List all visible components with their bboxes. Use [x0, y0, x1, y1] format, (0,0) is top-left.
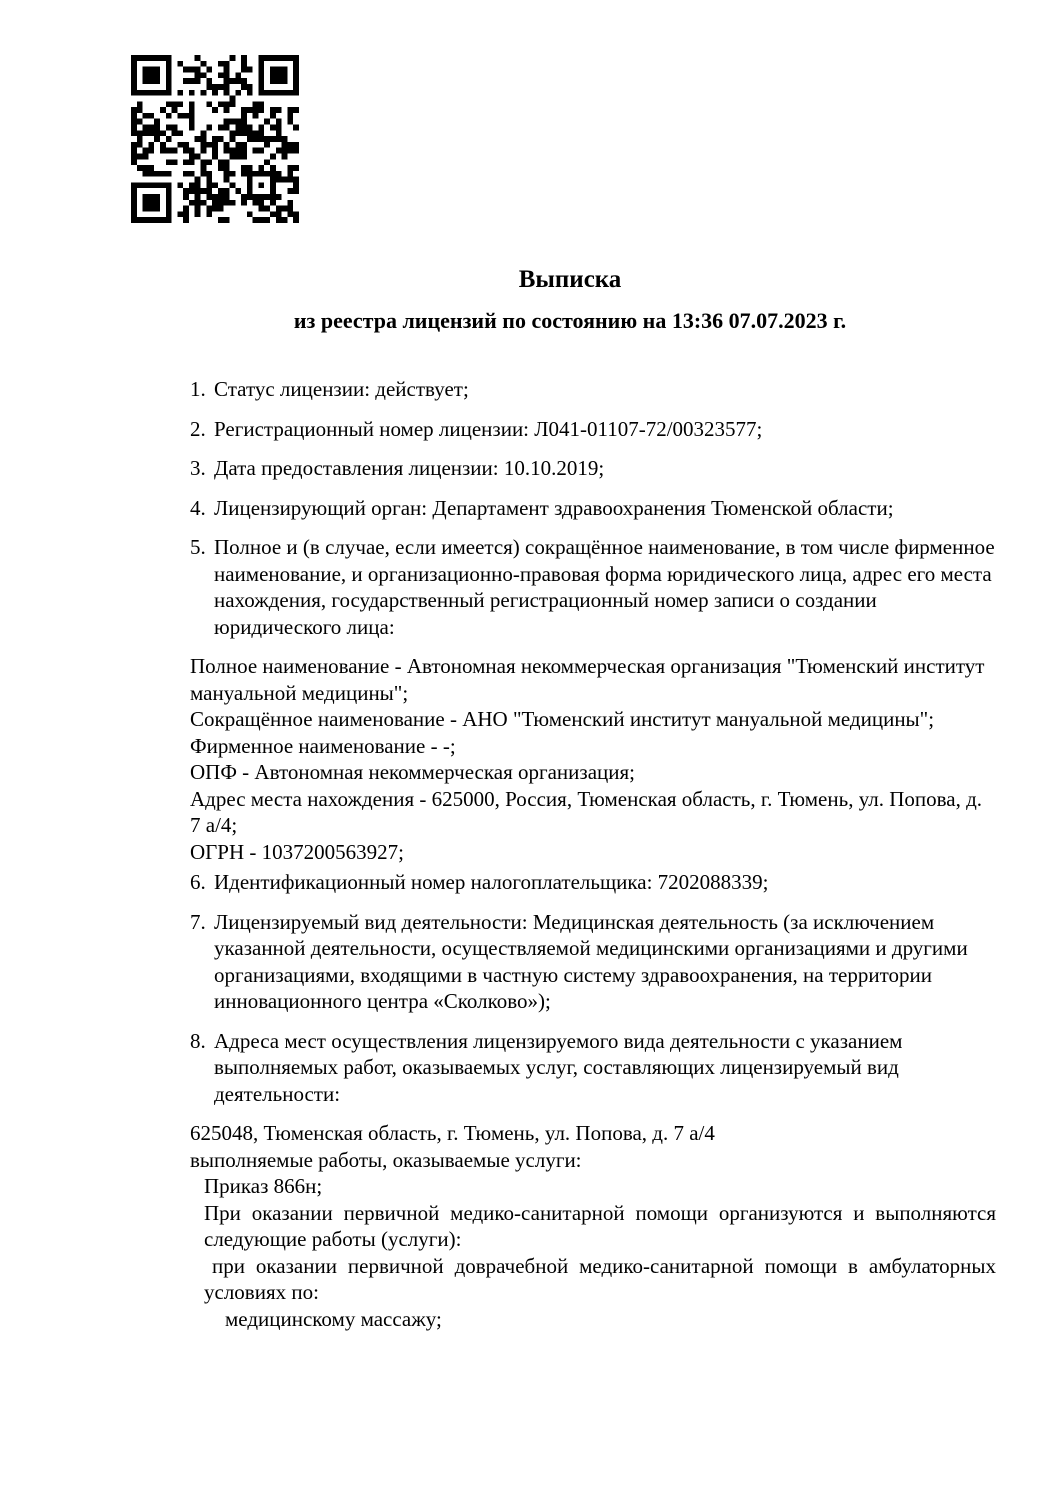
item-text: Идентификационный номер налогоплательщика: 7202088339;: [214, 870, 769, 894]
org-address: Адрес места нахождения - 625000, Россия, Тюменская область, г. Тюмень, ул. Попова, д.: [190, 786, 983, 811]
list-line: [190, 534, 1010, 561]
item-number: 8.: [190, 1028, 206, 1053]
primary-care-paragraph: При оказании первичной медико-санитарной помощи организуются и выполняются: [204, 1200, 996, 1225]
list-item-1-status: [190, 376, 1010, 403]
org-brand-name: Фирменное наименование - -;: [190, 733, 456, 758]
item-text: Адреса мест осуществления лицензируемого вида деятельности с указанием: [214, 1028, 903, 1053]
org-short-name: Сокращённое наименование - АНО "Тюменский институт мануальной медицины";: [190, 707, 935, 731]
activity-address-section: [190, 1120, 1010, 1332]
item-number: 2.: [190, 416, 206, 441]
list-line: нахождения, государственный регистрационный номер записи о создании: [214, 588, 877, 612]
list-line: указанной деятельности, осуществляемой медицинскими организациями и другими: [214, 936, 968, 960]
org-full-name-cont: мануальной медицины";: [190, 680, 409, 705]
document-content: [130, 0, 1010, 1332]
item-text: Статус лицензии: действует;: [214, 377, 469, 401]
list-item-2-reg-number: [190, 416, 1010, 443]
org-ogrn: ОГРН - 1037200563927;: [190, 839, 404, 864]
org-legal-form: ОПФ - Автономная некоммерческая организация;: [190, 760, 635, 784]
item-number: 3.: [190, 456, 206, 480]
item-number: 4.: [190, 495, 206, 520]
list-line: выполняемых работ, оказываемых услуг, составляющих лицензируемый вид: [214, 1055, 899, 1079]
list-line: наименование, и организационно-правовая форма юридического лица, адрес его места: [214, 561, 992, 586]
organization-details: [190, 653, 1010, 865]
item-number: 6.: [190, 870, 206, 894]
order-reference: Приказ 866н;: [204, 1174, 323, 1198]
item-text: Лицензируемый вид деятельности: Медицинская деятельность (за исключением: [214, 909, 935, 934]
list-line: [190, 455, 1010, 482]
list-item-7-activity-type: [190, 909, 1010, 1015]
list-line: [190, 376, 1010, 403]
license-list: [130, 376, 1010, 1332]
item-text: Полное и (в случае, если имеется) сокращённое наименование, в том числе фирменное: [214, 535, 995, 559]
document-subtitle: из реестра лицензий по состоянию на 13:36 07.07.2023 г.: [293, 308, 847, 333]
list-line: [190, 909, 1010, 936]
document-title: Выписка: [518, 266, 622, 293]
item-text: Дата предоставления лицензии: 10.10.2019;: [214, 456, 605, 480]
list-item-6-inn: [190, 869, 1010, 896]
org-full-name: Полное наименование - Автономная некоммерческая организация "Тюменский институт: [190, 654, 985, 678]
item-number: 5.: [190, 535, 206, 559]
list-item-4-authority: [190, 495, 1010, 522]
primary-care-paragraph-cont: следующие работы (услуги):: [204, 1227, 462, 1251]
pre-medical-paragraph-cont: условиях по:: [204, 1280, 319, 1304]
pre-medical-paragraph: при оказании первичной доврачебной медико-санитарной помощи в амбулаторных: [212, 1253, 996, 1278]
item-text: Регистрационный номер лицензии: Л041-01107-72/00323577;: [214, 416, 763, 441]
service-item: медицинскому массажу;: [225, 1306, 442, 1331]
list-line: инновационного центра «Сколково»);: [214, 989, 551, 1013]
org-address-cont: 7 а/4;: [190, 813, 238, 837]
activity-address: 625048, Тюменская область, г. Тюмень, ул. Попова, д. 7 а/4: [190, 1121, 715, 1145]
works-header: выполняемые работы, оказываемые услуги:: [190, 1147, 582, 1172]
list-line: [190, 495, 1010, 522]
list-line: организациями, входящими в частную систему здравоохранения, на территории: [214, 962, 932, 987]
list-line: [190, 416, 1010, 443]
list-line: [190, 1028, 1010, 1055]
item-number: 7.: [190, 909, 206, 934]
list-line: юридического лица:: [214, 614, 395, 639]
item-text: Лицензирующий орган: Департамент здравоохранения Тюменской области;: [214, 495, 894, 520]
item-number: 1.: [190, 377, 206, 401]
list-item-8-addresses-header: [190, 1028, 1010, 1108]
list-item-3-grant-date: [190, 455, 1010, 482]
list-item-5-names-header: [190, 534, 1010, 640]
list-line: деятельности:: [214, 1081, 341, 1106]
list-line: [190, 869, 1010, 896]
